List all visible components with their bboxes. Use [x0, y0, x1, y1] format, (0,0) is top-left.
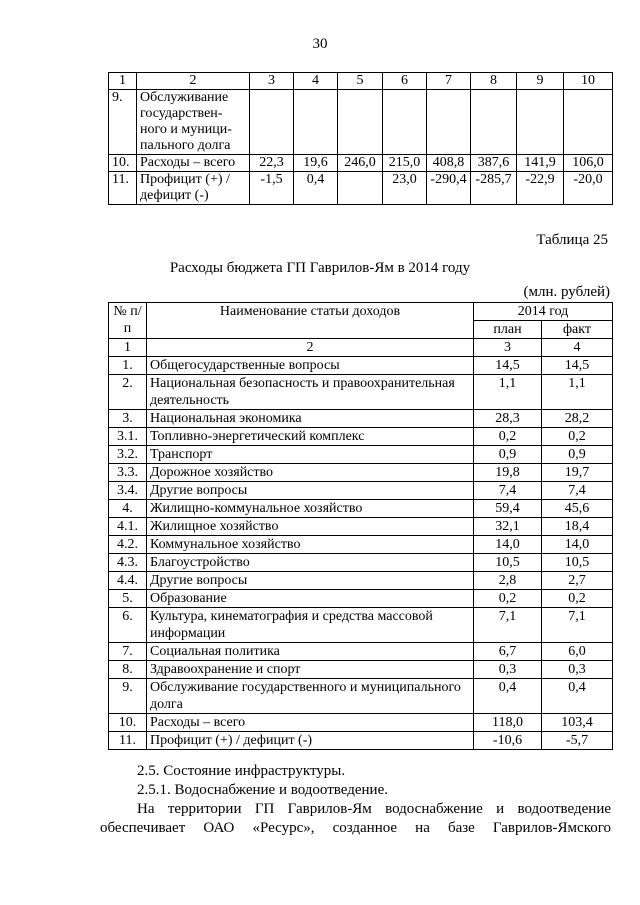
fact-value-cell: 103,4 [542, 714, 613, 732]
value-cell [338, 172, 383, 205]
value-cell: 141,9 [517, 155, 564, 172]
table-units: (млн. рублей) [523, 284, 610, 300]
row-number-cell: 4.4. [109, 572, 147, 590]
value-cell [427, 90, 471, 155]
row-label-cell: Национальная экономика [147, 410, 474, 428]
value-cell: 0,4 [294, 172, 338, 205]
table-row [109, 172, 613, 205]
header-plan: план [474, 321, 542, 339]
column-number-cell: 6 [383, 73, 427, 90]
header-number: № п/п [109, 303, 147, 339]
table-row [109, 428, 613, 446]
row-label-cell: Другие вопросы [147, 572, 474, 590]
plan-value-cell: 19,8 [474, 464, 542, 482]
table-row [109, 90, 613, 155]
row-number-cell: 3.4. [109, 482, 147, 500]
numbering-cell: 2 [147, 339, 474, 357]
value-cell [471, 90, 517, 155]
value-cell [294, 90, 338, 155]
plan-value-cell: 2,8 [474, 572, 542, 590]
plan-value-cell: 0,9 [474, 446, 542, 464]
row-label-cell: Общегосударственные вопросы [147, 357, 474, 375]
plan-value-cell: -10,6 [474, 732, 542, 750]
table-row [109, 679, 613, 714]
plan-value-cell: 0,4 [474, 679, 542, 714]
value-cell: 19,6 [294, 155, 338, 172]
table-row [109, 643, 613, 661]
header-name: Наименование статьи доходов [147, 303, 474, 339]
row-label-cell: Топливно-энергетический комплекс [147, 428, 474, 446]
row-number-cell: 3.3. [109, 464, 147, 482]
row-number-cell: 4.2. [109, 536, 147, 554]
row-label-cell: Образование [147, 590, 474, 608]
row-label-cell: Культура, кинематография и средства массовой информации [147, 608, 474, 643]
row-number-cell: 2. [109, 375, 147, 410]
fact-value-cell: 14,5 [542, 357, 613, 375]
fact-value-cell: 10,5 [542, 554, 613, 572]
row-number-cell: 3. [109, 410, 147, 428]
column-number-cell: 3 [250, 73, 294, 90]
table-row [109, 464, 613, 482]
column-number-cell: 5 [338, 73, 383, 90]
plan-value-cell: 1,1 [474, 375, 542, 410]
fact-value-cell: 0,3 [542, 661, 613, 679]
page-number: 30 [312, 36, 328, 52]
row-number-cell: 3.2. [109, 446, 147, 464]
plan-value-cell: 7,1 [474, 608, 542, 643]
fact-value-cell: 28,2 [542, 410, 613, 428]
value-cell: 23,0 [383, 172, 427, 205]
plan-value-cell: 0,2 [474, 590, 542, 608]
value-cell: -20,0 [564, 172, 613, 205]
table-row [109, 732, 613, 750]
value-cell [564, 90, 613, 155]
plan-value-cell: 59,4 [474, 500, 542, 518]
row-number-cell: 10. [109, 714, 147, 732]
paragraph-line-1: На территории ГП Гаврилов-Ям водоснабжение и водоотведение [137, 801, 611, 817]
table-row [109, 500, 613, 518]
value-cell: -290,4 [427, 172, 471, 205]
row-label-cell: Профицит (+) / дефицит (-) [147, 732, 474, 750]
row-number-cell: 4. [109, 500, 147, 518]
numbering-cell: 1 [109, 339, 147, 357]
column-number-cell: 9 [517, 73, 564, 90]
column-number-cell: 4 [294, 73, 338, 90]
fact-value-cell: 7,1 [542, 608, 613, 643]
fact-value-cell: 45,6 [542, 500, 613, 518]
column-number-cell: 2 [137, 73, 250, 90]
value-cell [383, 90, 427, 155]
value-cell [517, 90, 564, 155]
plan-value-cell: 32,1 [474, 518, 542, 536]
plan-value-cell: 14,5 [474, 357, 542, 375]
row-number-cell: 7. [109, 643, 147, 661]
subsection-heading: 2.5.1. Водоснабжение и водоотведение. [137, 782, 388, 798]
column-number-cell: 7 [427, 73, 471, 90]
header-fact: факт [542, 321, 613, 339]
fact-value-cell: 2,7 [542, 572, 613, 590]
value-cell: 215,0 [383, 155, 427, 172]
plan-value-cell: 0,3 [474, 661, 542, 679]
row-label-cell: Расходы – всего [147, 714, 474, 732]
row-label-cell: Другие вопросы [147, 482, 474, 500]
row-label-cell: Коммунальное хозяйство [147, 536, 474, 554]
row-label-cell: Здравоохранение и спорт [147, 661, 474, 679]
fact-value-cell: 0,2 [542, 590, 613, 608]
row-label-cell: Дорожное хозяйство [147, 464, 474, 482]
row-number-cell: 3.1. [109, 428, 147, 446]
fact-value-cell: 1,1 [542, 375, 613, 410]
row-label-cell: Благоустройство [147, 554, 474, 572]
column-number-cell: 10 [564, 73, 613, 90]
value-cell [250, 90, 294, 155]
row-number-cell: 6. [109, 608, 147, 643]
value-cell: 9. [109, 90, 137, 155]
table-row [109, 608, 613, 643]
row-number-cell: 4.3. [109, 554, 147, 572]
plan-value-cell: 0,2 [474, 428, 542, 446]
fact-value-cell: 0,9 [542, 446, 613, 464]
table-row [109, 518, 613, 536]
table-row [109, 375, 613, 410]
table-row [109, 572, 613, 590]
row-number-cell: 9. [109, 679, 147, 714]
row-label-cell: Транспорт [147, 446, 474, 464]
value-cell: -285,7 [471, 172, 517, 205]
value-cell: 22,3 [250, 155, 294, 172]
row-number-cell: 8. [109, 661, 147, 679]
header-year: 2014 год [474, 303, 613, 321]
table-row [109, 661, 613, 679]
fact-value-cell: 0,4 [542, 679, 613, 714]
paragraph-line-2: обеспечивает ОАО «Ресурс», созданное на базе Гаврилов-Ямского [100, 820, 611, 836]
table-header-row [109, 73, 613, 90]
row-label-cell: Жилищно-коммунальное хозяйство [147, 500, 474, 518]
row-label-cell: Обслуживание государствен-ного и муници-пального долга [137, 90, 250, 155]
row-number-cell: 4.1. [109, 518, 147, 536]
plan-value-cell: 7,4 [474, 482, 542, 500]
row-label-cell: Жилищное хозяйство [147, 518, 474, 536]
table-header-row [109, 303, 613, 321]
value-cell: 11. [109, 172, 137, 205]
column-number-cell: 8 [471, 73, 517, 90]
fact-value-cell: -5,7 [542, 732, 613, 750]
table-row [109, 536, 613, 554]
section-heading: 2.5. Состояние инфраструктуры. [137, 763, 346, 779]
row-label-cell: Национальная безопасность и правоохранительная деятельность [147, 375, 474, 410]
row-number-cell: 11. [109, 732, 147, 750]
plan-value-cell: 6,7 [474, 643, 542, 661]
value-cell: 246,0 [338, 155, 383, 172]
fact-value-cell: 19,7 [542, 464, 613, 482]
table-numbering-row [109, 339, 613, 357]
column-number-cell: 1 [109, 73, 137, 90]
table-row [109, 155, 613, 172]
table-number: Таблица 25 [536, 232, 608, 248]
table-row [109, 446, 613, 464]
plan-value-cell: 10,5 [474, 554, 542, 572]
row-number-cell: 5. [109, 590, 147, 608]
table-continuation [108, 72, 613, 205]
value-cell: -22,9 [517, 172, 564, 205]
numbering-cell: 4 [542, 339, 613, 357]
value-cell: 106,0 [564, 155, 613, 172]
value-cell: 10. [109, 155, 137, 172]
table-row [109, 357, 613, 375]
fact-value-cell: 7,4 [542, 482, 613, 500]
value-cell: 387,6 [471, 155, 517, 172]
value-cell: 408,8 [427, 155, 471, 172]
row-label-cell: Расходы – всего [137, 155, 250, 172]
value-cell: -1,5 [250, 172, 294, 205]
table-row [109, 410, 613, 428]
plan-value-cell: 118,0 [474, 714, 542, 732]
table-row [109, 482, 613, 500]
plan-value-cell: 14,0 [474, 536, 542, 554]
row-label-cell: Социальная политика [147, 643, 474, 661]
row-label-cell: Обслуживание государственного и муниципального долга [147, 679, 474, 714]
table-row [109, 590, 613, 608]
value-cell [338, 90, 383, 155]
table-row [109, 554, 613, 572]
expenses-table [108, 302, 613, 750]
numbering-cell: 3 [474, 339, 542, 357]
table-row [109, 714, 613, 732]
row-number-cell: 1. [109, 357, 147, 375]
fact-value-cell: 18,4 [542, 518, 613, 536]
fact-value-cell: 0,2 [542, 428, 613, 446]
row-label-cell: Профицит (+) / дефицит (-) [137, 172, 250, 205]
table-title: Расходы бюджета ГП Гаврилов-Ям в 2014 году [169, 260, 471, 276]
fact-value-cell: 6,0 [542, 643, 613, 661]
fact-value-cell: 14,0 [542, 536, 613, 554]
plan-value-cell: 28,3 [474, 410, 542, 428]
